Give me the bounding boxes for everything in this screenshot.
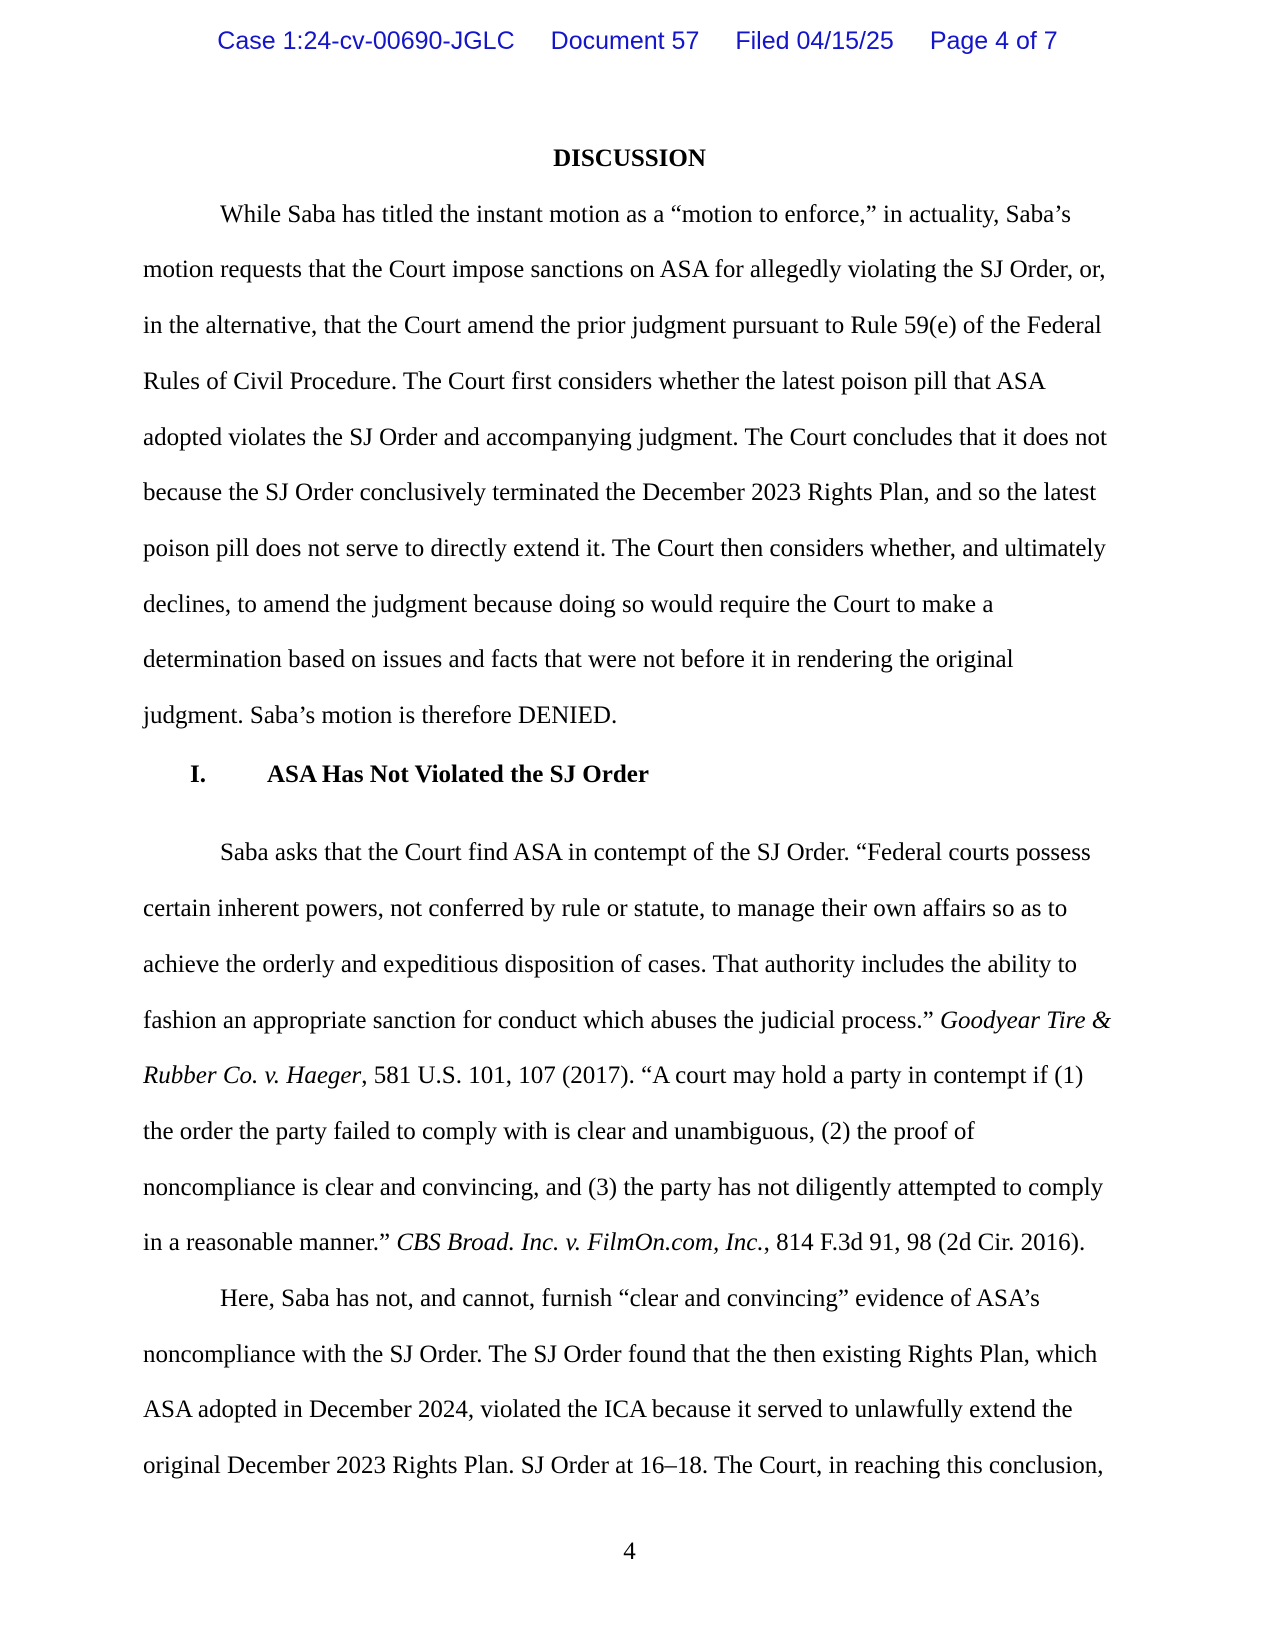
paragraph [143, 187, 1116, 744]
text-run: ASA Has Not Violated the SJ Order [267, 760, 649, 788]
text-run: Saba asks that the Court find ASA in contempt of the SJ Order. “Federal courts possess certain inherent powers, not conferred by rule or statute, to manage their own affairs so as to achieve the orderly and expeditious disposition of cases. That authority includes the ability to fashion an appropriate sanction for conduct which abuses the judicial process.” [143, 839, 1091, 1034]
text-run: While Saba has titled the instant motion as a “motion to enforce,” in actuality, Saba’s motion requests that the Court impose sanctions on ASA for allegedly violating the SJ Order, or, in the alternative, that the Court amend the prior judgment pursuant to Rule 59(e) of the Federal Rules of Civil Procedure. The Court first considers whether the latest poison pill that ASA adopted violates the SJ Order and accompanying judgment. The Court concludes that it does not because the SJ Order conclusively terminated the December 2023 Rights Plan, and so the latest poison pill does not serve to directly extend it. The Court then considers whether, and ultimately declines, to amend the judgment because doing so would require the Court to make a determination based on issues and facts that were not before it in rendering the original judgment. Saba’s motion is therefore DENIED. [143, 200, 1107, 730]
stamp-page-info: Page 4 of 7 [929, 27, 1058, 55]
page-number: 4 [623, 1538, 636, 1565]
case-citation: Goodyear Tire & Rubber Co. v. Haeger [143, 1006, 1112, 1090]
text-run: , 814 F.3d 91, 98 (2d Cir. 2016). [763, 1229, 1086, 1257]
stamp-document-number: Document 57 [550, 27, 700, 55]
stamp-case-number: Case 1:24-cv-00690-JGLC [217, 27, 515, 55]
text-run: Here, Saba has not, and cannot, furnish “clear and convincing” evidence of ASA’s noncompliance with the SJ Order. The SJ Order found that the then existing Rights Plan, which ASA adopted in December 2024, violated the ICA because it served to unlawfully extend the original December 2023 Rights Plan. SJ Order at 16–18. The Court, in reaching this conclusion, [143, 1285, 1104, 1480]
section-number: I. [190, 760, 206, 788]
paragraph [143, 825, 1116, 1271]
document-body [143, 131, 1116, 1494]
text-run: , 581 U.S. 101, 107 (2017). “A court may hold a party in contempt if (1) the order the party failed to comply with is clear and unambiguous, (2) the proof of noncompliance is clear and convincing, and (3) the party has not diligently attempted to comply in a reasonable manner.” [143, 1062, 1104, 1257]
paragraph [143, 1271, 1116, 1494]
stamp-filed-date: Filed 04/15/25 [735, 27, 894, 55]
discussion-heading: DISCUSSION [553, 145, 706, 172]
section-heading [143, 747, 1116, 803]
case-citation: CBS Broad. Inc. v. FilmOn.com, Inc. [396, 1229, 764, 1257]
ecf-header-stamp [0, 27, 1275, 55]
